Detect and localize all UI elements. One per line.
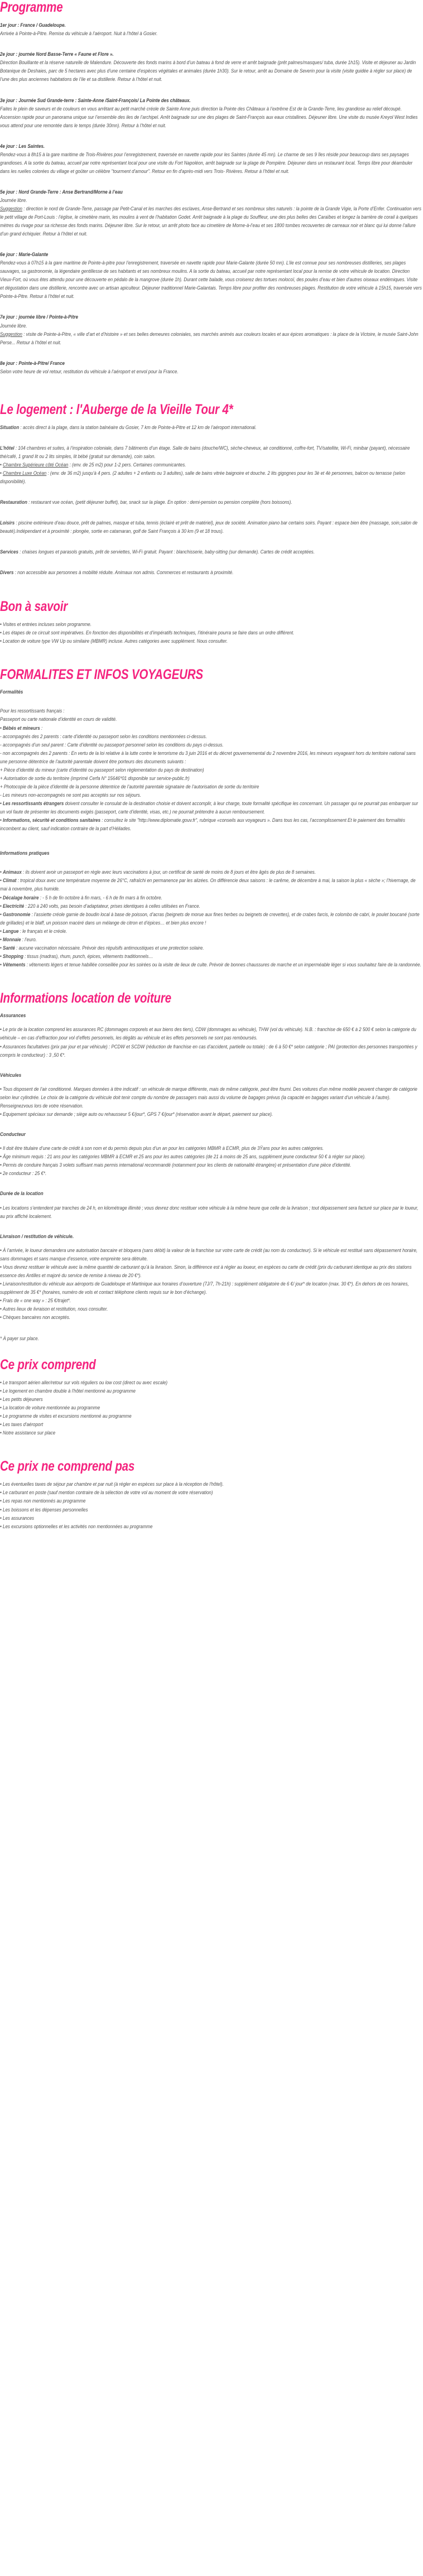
section-ce-prix-comprend bbox=[0, 1357, 423, 1438]
section-bon-a-savoir bbox=[0, 599, 423, 646]
list-item: • Les taxes d'aéroport bbox=[0, 1422, 44, 1428]
loisirs-block bbox=[0, 519, 423, 536]
vehicules-subtitle: Véhicules bbox=[0, 1072, 22, 1078]
list-item: • Le transport aérien aller/retour sur vols réguliers ou low cost (direct ou avec escale) bbox=[0, 1379, 168, 1385]
formalites-line: + Photocopie de la pièce d’identité de la personne détentrice de l’autorité parentale signataire de l’autorisation de sortie du territoire bbox=[0, 783, 259, 789]
list-item: • Autres lieux de livraison et restitution, nous consulter. bbox=[0, 1306, 108, 1312]
list-item: • 2e conducteur : 25 €*. bbox=[0, 1171, 47, 1177]
restauration-text: : restaurant vue océan, (petit déjeuner buffet), bar, snack sur la plage. En option : demi-pension ou pension complète (hors boissons). bbox=[27, 499, 292, 505]
list-item: • Animaux : ils doivent avoir un passeport en règle avec leurs vaccinations à jour, un certificat de santé de moins de 8 jours et être âgés de plus de 8 semaines. bbox=[0, 869, 316, 875]
room-item: • Chambre Supérieure côté Océan : (env. de 25 m2) pour 1-2 pers. Certaines communicantes. bbox=[0, 462, 186, 468]
list-item: • Les boissons et les dépenses personnelles bbox=[0, 1506, 88, 1513]
suggestion-label: Suggestion bbox=[0, 331, 23, 337]
hotel-text: : 104 chambres et suites, à l’inspiration coloniale, dans 7 bâtiments d’un étage. Salle de bains (douche/WC), sèche-cheveux, air conditionné, coffre-fort, TV/satellite, Wi-Fi, minibar (payant), nécessaire thé/café, 1 grand lit ou 2 lits simples, lit bébé (gratuit sur demande), coin salon. bbox=[0, 445, 410, 460]
room-text: : (env. de 25 m2) pour 1-2 pers. Certaines communicantes. bbox=[68, 462, 186, 468]
logement-title: Le logement : l'Auberge de la Vieille Tour 4* bbox=[0, 401, 233, 417]
hotel-block bbox=[0, 444, 423, 486]
day-body: Rendez-vous à 07h15 à la gare maritime de Pointe-à-pitre pour l’enregistrement, traversée en navette rapide pour Marie-Galante (durée 50 mn). L’ile est connue pour ses nombreuses distilleries, ses plages sauvages, sa gastronomie, la légendaire gentillesse de ses habitants et ses nombreux moulins. A la sortie du bateau, accueil par notre représentant local pour la remise de votre véhicule de location. Direction Vieux-Fort, où vous êtes attendu pour une découverte en pédalo de la mangrove (durée 1h). Durant cette balade, vous croiserez des tortues molocoï, des poules d’eau et bien d’autres oiseaux endémiques. Visite et dégustation dans une distillerie, rencontre avec un artisan apiculteur. Déjeuner traditionnel Marie-Galantais. Temps libre pour profiter des nombreuses plages. Restitution de votre véhicule à 15h15, traversée vers Pointe-à-Pitre. Retour à l’hôtel et nuit. bbox=[0, 260, 422, 300]
conducteur-list bbox=[0, 1144, 423, 1178]
list-item: • Chèques bancaires non acceptés. bbox=[0, 1315, 70, 1321]
formalites-line: - Les mineurs non-accompagnés ne sont pas acceptés sur nos séjours. bbox=[0, 792, 141, 798]
list-item: • Le carburant en poste (sauf mention contraire de la sélection de votre vol au moment de votre réservation) bbox=[0, 1490, 213, 1496]
infos-pratiques-subtitle: Informations pratiques bbox=[0, 850, 50, 857]
list-item: • Frais de « one way » : 25 €/trajet*. bbox=[0, 1298, 71, 1304]
day-heading: 2e jour : journée Nord Basse-Terre « Faune et Flore ». bbox=[0, 51, 114, 57]
location-voiture-title: Informations location de voiture bbox=[0, 990, 171, 1006]
situation-label: Situation bbox=[0, 425, 20, 430]
day-subline: Journée libre. bbox=[0, 322, 27, 329]
list-item: • Shopping : tissus (madras), rhum, punch, épices, vêtements traditionnels… bbox=[0, 953, 153, 959]
list-item: • Tous disposent de l’air conditionné. Marques données à titre indicatif : un véhicule de marque différente, mais de même catégorie, peut être fourni. Des voitures d’un même modèle peuvent changer de catégorie selon leur cylindrée. Le choix de la catégorie du véhicule doit tenir compte du nombre de passagers mais aussi du volume de bagages prévus (la capacité en bagages variant d’un véhicule à l’autre). Renseignezvous lors de votre réservation. bbox=[0, 1086, 417, 1109]
services-block bbox=[0, 548, 423, 556]
list-item: • Les éventuelles taxes de séjour par chambre et par nuit (à régler en espèces sur place à la réception de l'hôtel). bbox=[0, 1481, 224, 1487]
divers-label: Divers bbox=[0, 570, 14, 576]
list-item: • Electricité : 220 à 240 volts, pas besoin d’adaptateur, prises identiques à celles utilisées en France. bbox=[0, 903, 200, 909]
formalites-subtitle: Formalités bbox=[0, 689, 23, 696]
list-item: • Les excursions optionnelles et les activités non mentionnées au programme bbox=[0, 1523, 153, 1529]
day-heading: 8e jour : Pointe-à-Pitre/ France bbox=[0, 360, 65, 366]
day-heading: 7e jour : journée libre / Pointe-à-Pitre bbox=[0, 314, 78, 320]
list-item: • Visites et entrées incluses selon programme. bbox=[0, 621, 92, 627]
day-body: : direction le nord de Grande-Terre, passage par Petit-Canal et les marches des esclaves, Anse-Bertrand et ses nombreux sites naturels : la pointe de la Grande Vigie, la Porte d’Enfer. Continuation vers le petit village de Port-Louis : l’église, le cimetière marin, les moulins à vent de l’habitation Godet. Arrêt baignade à la plage du Souffleur, une des plus belles des Caraïbes et longez la barrière de corail à quelques mètres du rivage pour sa richesse des fonds marins. Déjeuner libre. Sur le retour, un arrêt photo face au cimetière de Morne-à-l’eau et ses 1800 tombes recouvertes de carreaux noir et blanc qui lui donne l’allure d’un grand échiquier. Retour à l’hôtel et nuit. bbox=[0, 206, 421, 237]
day-body: Selon votre heure de vol retour, restitution du véhicule à l’aéroport et envol pour la France. bbox=[0, 368, 179, 374]
day-heading: 5e jour : Nord Grande-Terre : Anse Bertrand/Morne à l’eau bbox=[0, 189, 123, 195]
list-item: • Les locations s’entendent par tranches de 24 h, en kilométrage illimité ; vous devrez donc restituer votre véhicule à la même heure que celle de la livraison ; tout dépassement sera facturé sur place par le loueur, au prix affiché localement. bbox=[0, 1205, 419, 1219]
day-block bbox=[0, 50, 423, 84]
list-item: • Les petits déjeuners bbox=[0, 1396, 43, 1402]
day-heading: 4e jour : Les Saintes. bbox=[0, 143, 45, 149]
formalites-body bbox=[0, 707, 423, 833]
formalites-line: + Autorisation de sortie du territoire (imprimé Cerfa N° 15646*01 disponible sur service-public.fr) bbox=[0, 775, 190, 781]
restauration-block bbox=[0, 498, 423, 507]
bon-a-savoir-list bbox=[0, 620, 423, 646]
list-item: • Les repas non mentionnés au programme bbox=[0, 1498, 86, 1504]
ce-prix-comprend-title: Ce prix comprend bbox=[0, 1356, 96, 1373]
room-text: : (env. de 36 m2) jusqu’à 4 pers. (2 adultes + 2 enfants ou 3 adultes), salle de bains vitrée baignoire et douche. 2 lits gigognes pour les 3è et 4è personnes, balcon ou terrasse (selon disponibilité). bbox=[0, 470, 406, 485]
loisirs-label: Loisirs bbox=[0, 520, 15, 526]
day-subline: Journée libre. bbox=[0, 197, 27, 203]
assurances-subtitle: Assurances bbox=[0, 1013, 26, 1019]
vehicules-list bbox=[0, 1085, 423, 1119]
infos-pratiques-list bbox=[0, 868, 423, 969]
list-item: • Il doit être titulaire d’une carte de crédit à son nom et du permis depuis plus d’un an pour les catégories MBMR à ECMR, plus de 3Ÿans pour les autres catégories. bbox=[0, 1145, 324, 1152]
day-heading: 3e jour : Journée Sud Grande-terre : Sainte-Anne /Saint-François/ La Pointe des châteaux. bbox=[0, 97, 191, 103]
list-item: • Le prix de la location comprend les assurances RC (dommages corporels et aux biens des tiers), CDW (dommages au véhicule), THW (vol du véhicule). N.B. : franchise de 650 € à 2 500 € selon la catégorie du véhicule – en cas d’effraction pour vol d’effets personnels, les dégâts au véhicule et les effets personnels ne sont pas remboursés. bbox=[0, 1027, 416, 1041]
formalites-line: - accompagnés des 2 parents : carte d’identité ou passeport selon les conditions mentionnées ci-dessus. bbox=[0, 733, 207, 739]
list-item: • Assurances facultatives (prix par jour et par véhicule) : PCDW et SCDW (réduction de franchise en cas d’accident, partielle ou totale) : de 6 à 50 €* selon catégorie ; PAI (protection des personnes transportées y compris le conducteur) : 3 ,50 €*. bbox=[0, 1043, 417, 1058]
day-block bbox=[0, 359, 423, 376]
loisirs-text: : piscine extérieure d’eau douce, prêt de palmes, masque et tuba, tennis (éclairé et prêt de matériel), jeux de société. Animation piano bar certains soirs. Payant : espace bien être (massage, soin,salon de beauté).Indépendant et à proximité : plongée, sortie en catamaran, golf de Saint François à 30 km (9 et 18 trous). bbox=[0, 520, 418, 535]
divers-text: : non accessible aux personnes à mobilité réduite. Animaux non admis. Commerces et restaurants à proximité. bbox=[13, 570, 234, 576]
formalites-intro: Pour les ressortissants français : bbox=[0, 708, 65, 714]
livraison-list bbox=[0, 1246, 423, 1322]
formalites-intro: Passeport ou carte nationale d’identité en cours de validité. bbox=[0, 716, 117, 723]
day-body: Direction Bouillante et la réserve naturelle de Malendure. Découverte des fonds marins à bord d’un bateau à fond de verre et arrêt baignade (prêt palmes/masques/ tuba, durée 1h15). Visite et déjeuner au Jardin Botanique de Deshaies, parc de 5 hectares avec plus d’une centaine d’espèces végétales et animales (durée 1h30). Sur le retour, arrêt au Domaine de Severin pour la visite (visite guidée à régler sur place) de l’une des plus anciennes habitations de l’ile et sa distillerie. Retour à l’hôtel et nuit. bbox=[0, 60, 416, 83]
list-item: • Gastronomie : l’assiette créole garnie de boudin local à base de poisson, d’acras (beignets de morue aux fines herbes ou beignets de crevettes), et de crabes farcis, le colombo de cabri, le poulet boucané (sorte de grillades) et le blaff, un poisson macéré dans un mélange de citron et d’épices… et bien plus encore ! bbox=[0, 911, 420, 926]
suggestion-label: Suggestion bbox=[0, 206, 23, 211]
section-formalites bbox=[0, 667, 423, 833]
day-block bbox=[0, 142, 423, 176]
room-name: Chambre Supérieure côté Océan bbox=[3, 462, 69, 468]
day-block bbox=[0, 188, 423, 238]
day-body: Rendez-vous à 8h15 à la gare maritime de Trois-Rivières pour l’enregistrement, traversée en navette rapide pour les Saintes (durée 45 mn). Le charme de ses 9 îles réside pour beaucoup dans ses paysages grandioses. A la sortie du bateau, accueil par notre représentant local pour une visite du Fort Napoléon, arrêt baignade sur la plage de Pompière. Déjeuner dans un restaurant local. Temps libre pour déambuler dans les ruelles colorées du village et goûter un célèbre "tourment d'amour". Retour en fin d'après-midi vers Trois- Rivières. Retour à l’hôtel et nuit. bbox=[0, 151, 413, 174]
list-item: • Livraison/restitution du véhicule aux aéroports de Guadeloupe et Martinique aux horaires d’ouverture (7J/7, 7h-21h) : supplément obligatoire de 6 €/ jour* de location (max. 30 €*). En dehors de ces horaires, supplément de 35 €* (horaires, numéro de vols et contact téléphone clients requis sur le bon d’échange). bbox=[0, 1281, 409, 1296]
bon-a-savoir-title: Bon à savoir bbox=[0, 598, 68, 614]
room-item: • Chambre Luxe Océan : (env. de 36 m2) jusqu’à 4 pers. (2 adultes + 2 enfants ou 3 adultes), salle de bains vitrée baignoire et douche. 2 lits gigognes pour les 3è et 4è personnes, balcon ou terrasse (selon disponibilité). bbox=[0, 470, 406, 485]
list-item: • Informations, sécurité et conditions sanitaires : consultez le site "http://www.diplomatie.gouv.fr", rubrique «conseils aux voyageurs ». Dans tous les cas, l’accomplissement Et le paiement des formalités incombent au client, sauf indication contraire de la part d’Héliades. bbox=[0, 817, 405, 832]
section-logement bbox=[0, 402, 423, 577]
hotel-label: L’hôtel bbox=[0, 445, 15, 451]
day-heading: 1er jour : France / Guadeloupe. bbox=[0, 22, 66, 28]
list-item: • Langue : le français et le créole. bbox=[0, 928, 68, 934]
livraison-subtitle: Livraison / restitution de véhicule. bbox=[0, 1233, 74, 1240]
bebes-label: Bébés et mineurs bbox=[3, 725, 40, 731]
list-item: • Monnaie : l’euro. bbox=[0, 936, 37, 942]
list-item: • Vous devrez restituer le véhicule avec la même quantité de carburant qu’à la livraison. Sinon, la différence est à régler au loueur, en espèces ou carte de crédit (prix du carburant identique au prix des stations essence des Antilles et majoré du service de remise à niveau de 20 €*). bbox=[0, 1264, 412, 1279]
divers-block bbox=[0, 569, 423, 577]
day-body: Faites le plein de saveurs et de couleurs en vous arrêtant au petit marché créole de Sainte Anne puis direction la Pointe des Châteaux à l’extrême Est de la Grande-Terre, lieu grandiose au relief découpé. Ascension rapide pour un panorama unique sur l’ensemble des iles de l’archipel. Arrêt baignade sur une des plages de Saint-François aux eaux cristallines. Déjeuner libre. Une visite du musée Kreyol West Indies vous attend pour une remontée dans le temps (durée 30mn). Retour à l’hôtel et nuit. bbox=[0, 105, 418, 128]
day-block bbox=[0, 313, 423, 346]
day-heading: 6e jour : Marie-Galante bbox=[0, 252, 49, 258]
list-item: • Permis de conduire français 3 volets suffisant mais permis international recommandé (notamment pour les clients de nationalité étrangère) et présentation d'une pièce d'identité. bbox=[0, 1162, 352, 1168]
formalites-title: FORMALITES ET INFOS VOYAGEURS bbox=[0, 666, 203, 682]
formalites-line: - non accompagnés des 2 parents : En vertu de la loi relative à la lutte contre le terrorisme du 3 juin 2016 et du décret gouvernemental du 2 novembre 2016, les mineurs voyageant hors du territoire national sans une personne détentrice de l’autorité parentale doivent être porteurs des documents suivants : bbox=[0, 750, 416, 764]
ce-prix-ne-comprend-pas-list bbox=[0, 1480, 423, 1530]
day-block bbox=[0, 21, 423, 38]
day-body: Arrivée à Pointe-à-Pitre. Remise du véhicule à l’aéroport. Nuit à l’hôtel à Gosier. bbox=[0, 31, 158, 37]
programme-title: Programme bbox=[0, 0, 63, 15]
formalites-line: + Pièce d’identité du mineur (carte d’identité ou passeport selon règlementation du pays de destination) bbox=[0, 767, 204, 773]
duree-subtitle: Durée de la location bbox=[0, 1191, 44, 1197]
list-item: • Santé : aucune vaccination nécessaire. Prévoir des répulsifs antimoustiques et une protection solaire. bbox=[0, 945, 204, 951]
list-item: • Le logement en chambre double à l'hôtel mentionné au programme bbox=[0, 1388, 136, 1394]
infos-sanitaires-label: Informations, sécurité et conditions sanitaires bbox=[3, 817, 101, 824]
etrangers-label: Les ressortissants étrangers bbox=[3, 800, 64, 806]
list-item: • Les étapes de ce circuit sont impératives. En fonction des disponibilités et d’impératifs techniques, l’itinéraire pourra se faire dans un ordre différent. bbox=[0, 629, 295, 635]
restauration-label: Restauration bbox=[0, 499, 27, 505]
list-item: • Notre assistance sur place bbox=[0, 1430, 56, 1436]
section-informations-pratiques bbox=[0, 850, 423, 969]
list-item: • Le programme de visites et excursions mentionné au programme bbox=[0, 1413, 132, 1419]
section-ce-prix-ne-comprend-pas bbox=[0, 1459, 423, 1531]
list-item: • Les ressortissants étrangers doivent consulter le consulat de la destination choisie et doivent accomplir, à leur charge, toute formalité spécifique les concernant. Un passager qui ne pourrait pas embarquer sur un vol faute de présenter les documents exigés (passeport, carte d’identité, visas, etc.) ne pourrait prétendre à aucun remboursement. bbox=[0, 800, 419, 815]
situation-text: : accès direct à la plage, dans la station balnéaire du Gosier, 7 km de Pointe-à-Pitre et 12 km de l’aéroport international. bbox=[19, 425, 257, 430]
list-item: • Bébés et mineurs : bbox=[0, 725, 43, 731]
services-label: Services bbox=[0, 549, 18, 555]
formalites-line: - accompagnés d’un seul parent : Carte d’identité ou passeport personnel selon les conditions du pays ci-dessus. bbox=[0, 741, 224, 748]
list-item: • La location de voiture mentionnée au programme bbox=[0, 1404, 100, 1410]
list-item: • Décalage horaire : - 5 h de fin octobre à fin mars, - 6 h de fin mars à fin octobre. bbox=[0, 894, 162, 901]
ce-prix-ne-comprend-pas-title: Ce prix ne comprend pas bbox=[0, 1458, 135, 1475]
list-item: • Equipement spéciaux sur demande ; siège auto ou rehausseur 5 €/jour*, GPS 7 €/jour* (réservation avant le départ, paiement sur place). bbox=[0, 1111, 273, 1117]
list-item: • Âge minimum requis : 21 ans pour les catégories MBMR à ECMR et 25 ans pour les autres catégories (de 21 à moins de 25 ans, supplément jeune conducteur 50 € à régler sur place). bbox=[0, 1154, 366, 1160]
assurances-list bbox=[0, 1025, 423, 1059]
section-location-voiture bbox=[0, 991, 423, 1343]
list-item: • Les assurances bbox=[0, 1515, 35, 1521]
day-block bbox=[0, 251, 423, 301]
livraison-footnote: * À payer sur place. bbox=[0, 1335, 39, 1341]
room-name: Chambre Luxe Océan bbox=[3, 470, 47, 476]
list-item: • Vêtements : vêtements légers et tenue habillée conseillée pour les soirées ou la visite de lieux de culte. Prévoir de bonnes chaussures de marche et un imperméable léger si vous souhaitez faire de la randonnée. bbox=[0, 961, 421, 967]
day-block bbox=[0, 97, 423, 130]
ce-prix-comprend-list bbox=[0, 1379, 423, 1437]
list-item: • À l’arrivée, le loueur demandera une autorisation bancaire et bloquera (sans débit) la valeur de la franchise sur votre carte de crédit (au nom du conducteur). Si le véhicule est restitué sans dépassement horaire, sans dommages et sans manque d’essence, votre empreinte sera détruite. bbox=[0, 1248, 418, 1262]
section-programme bbox=[0, 0, 423, 376]
situation-block bbox=[0, 423, 423, 432]
duree-list bbox=[0, 1204, 423, 1221]
list-item: • Climat : tropical doux avec une température moyenne de 26°C, rafraîchi en permanence par les alizées. On différencie deux saisons : le carême, de décembre à mai, la saison la plus « sèche »; l’hivernage, de mai à novembre, plus humide. bbox=[0, 878, 416, 892]
conducteur-subtitle: Conducteur bbox=[0, 1131, 26, 1138]
list-item: • Location de voiture type VW Up ou similaire (MBMR) incluse. Autres catégories avec supplément. Nous consulter. bbox=[0, 638, 228, 644]
services-text: : chaises longues et parasols gratuits, prêt de serviettes, Wi-Fi gratuit. Payant : blanchisserie, baby-sitting (sur demande). Cartes de crédit acceptées. bbox=[18, 549, 315, 555]
day-body: : visite de Pointe-à-Pitre, « ville d’art et d’histoire » et ses belles demeures coloniales, ses marchés animés aux couleurs locales et aux épices aromatiques : la place de la Victoire, le musée Saint-John Perse... Retour à l’hôtel et nuit. bbox=[0, 331, 419, 345]
